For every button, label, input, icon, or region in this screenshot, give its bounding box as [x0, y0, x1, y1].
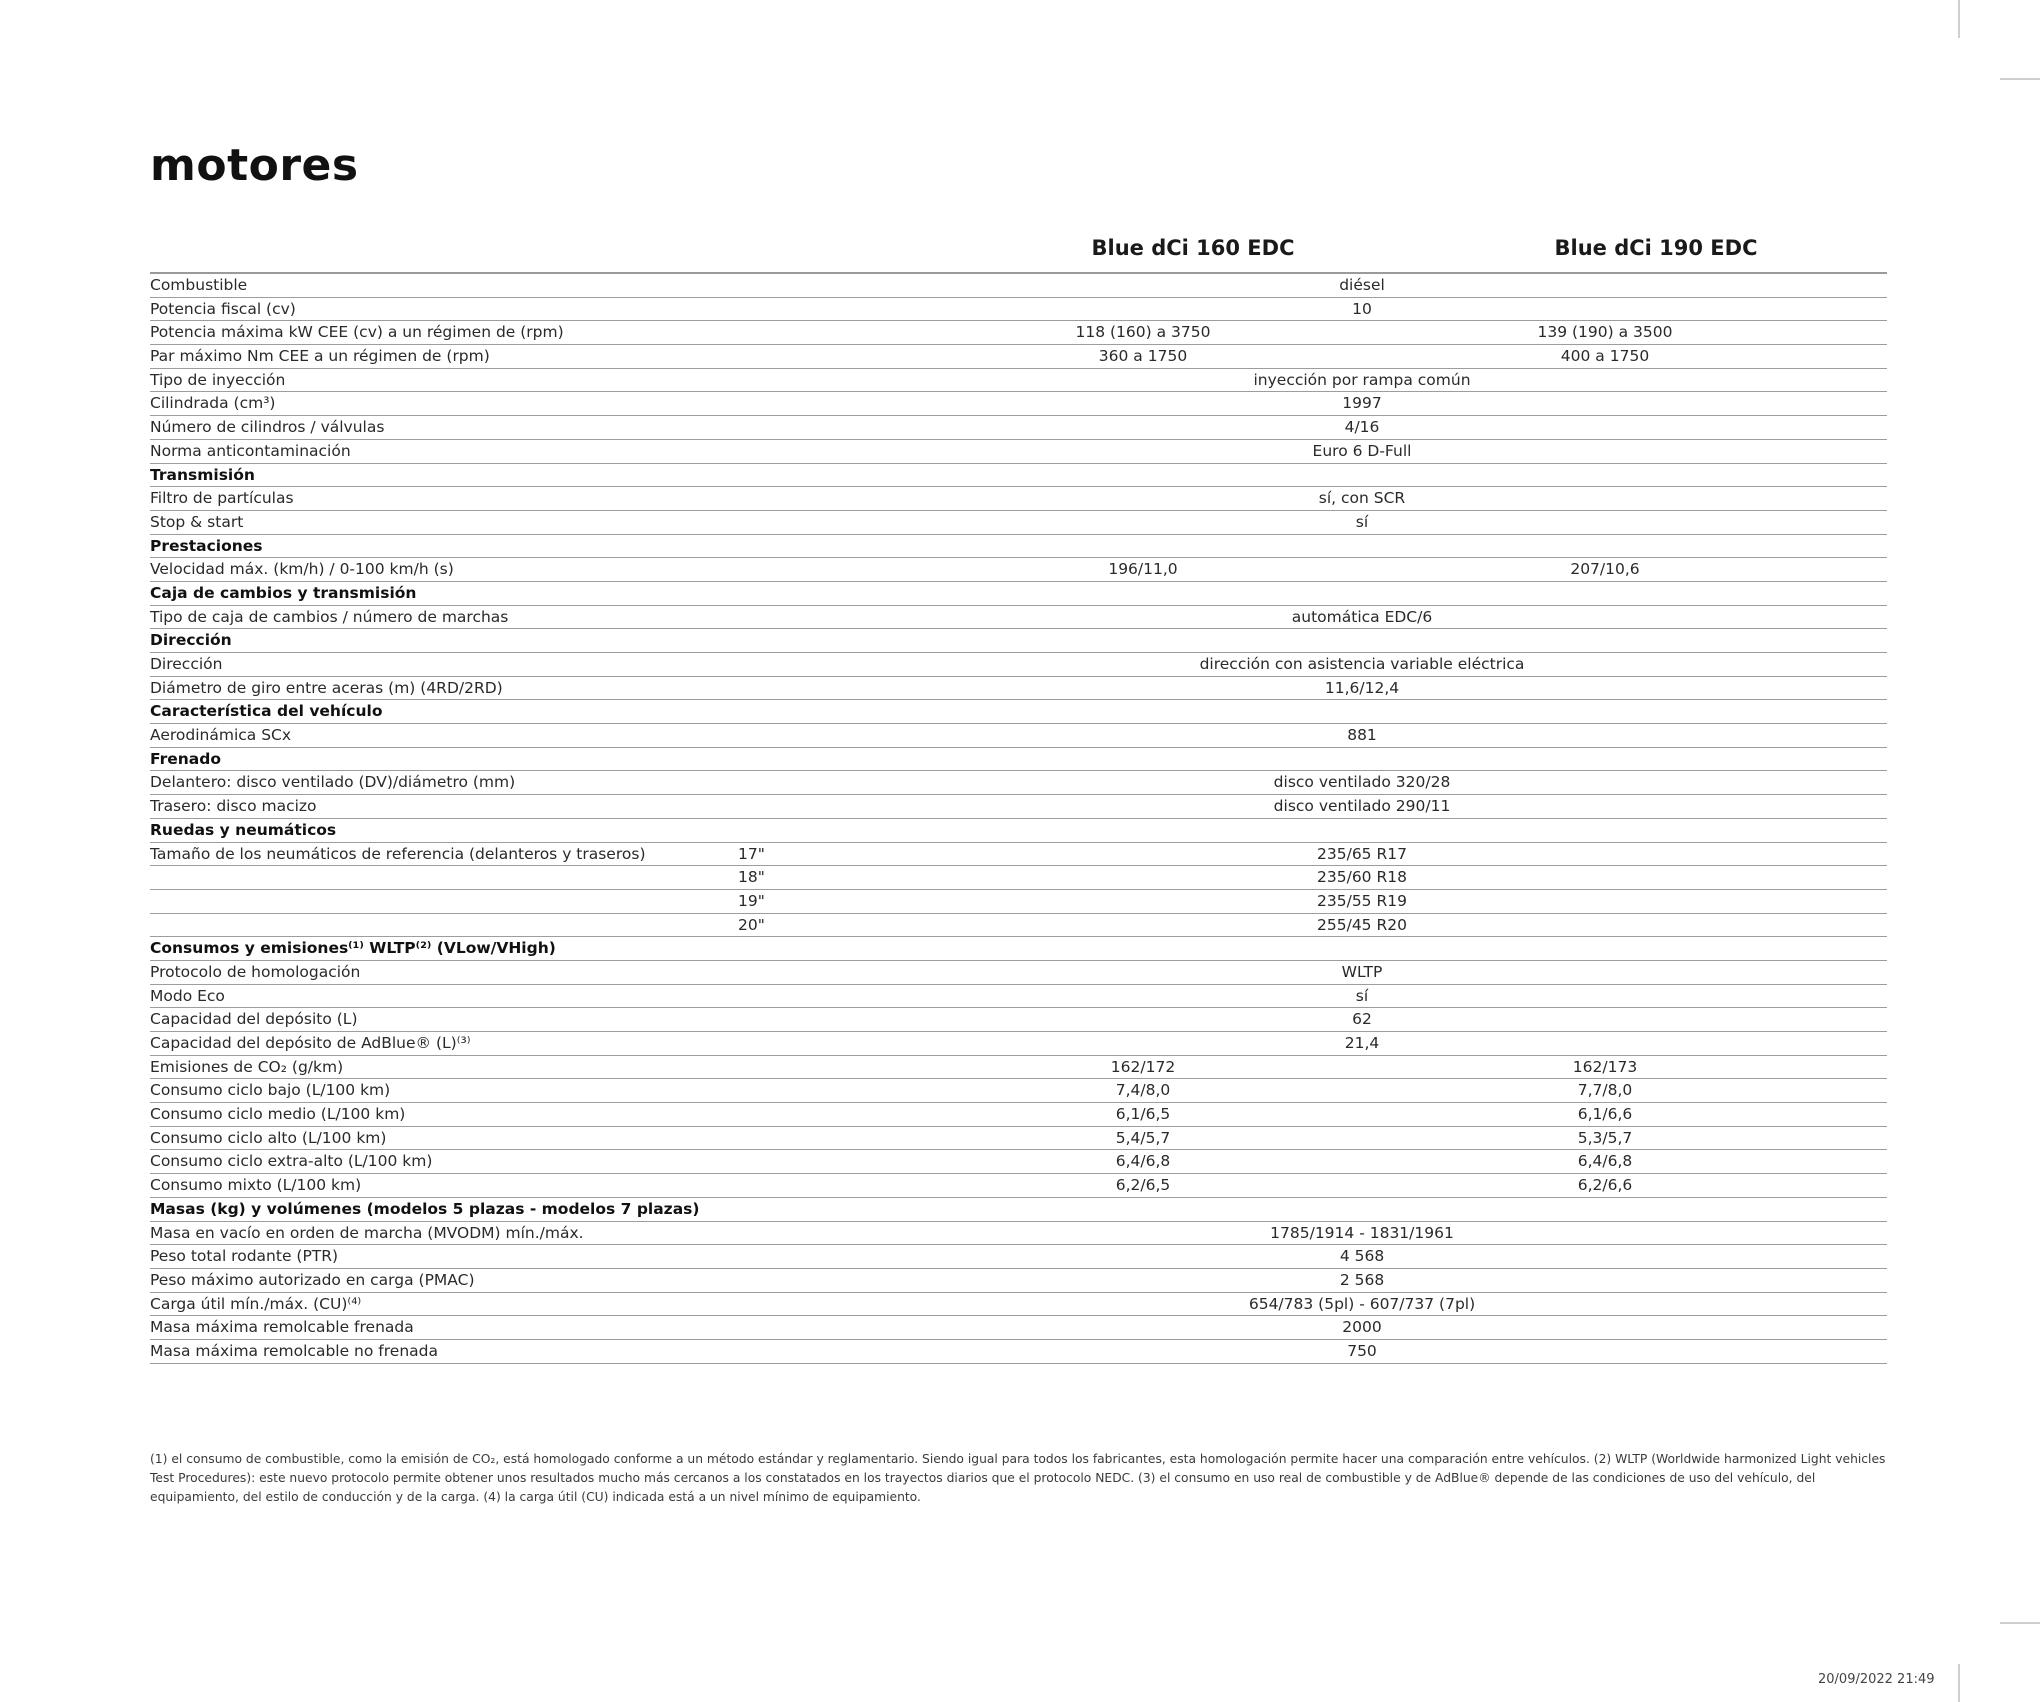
row-label: Stop & start [150, 512, 244, 531]
row-label: Dirección [150, 655, 223, 673]
row-value-shared: 4/16 [1344, 418, 1380, 437]
row-label: Consumo mixto (L/100 km) [150, 1176, 362, 1195]
row-label: Velocidad máx. (km/h) / 0-100 km/h (s) [150, 560, 454, 579]
row-value-shared: 11,6/12,4 [1324, 678, 1400, 697]
row-label: Delantero: disco ventilado (DV)/diámetro (mm) [150, 773, 516, 792]
row-label: Norma anticontaminación [150, 441, 351, 460]
table-row [150, 1316, 1887, 1340]
section-header-row [150, 464, 1887, 488]
row-value-190: 6,1/6,6 [1577, 1105, 1633, 1124]
row-label: Filtro de partículas [150, 489, 294, 508]
date-stamp: 20/09/2022 21:49 [1818, 1672, 1935, 1687]
table-row [150, 345, 1887, 369]
table-row [150, 1269, 1887, 1293]
table-row [150, 1150, 1887, 1174]
page-title: motores [150, 140, 359, 191]
row-value-190: 400 a 1750 [1560, 347, 1650, 366]
table-row [150, 677, 1887, 701]
section-title: Frenado [150, 749, 221, 768]
section-title: Prestaciones [150, 536, 263, 555]
row-value-shared: 654/783 (5pl) - 607/737 (7pl) [1248, 1294, 1476, 1313]
row-label: Masa máxima remolcable frenada [150, 1318, 414, 1337]
table-row [150, 369, 1887, 393]
row-sublabel: 19" [738, 891, 765, 910]
section-header-row [150, 582, 1887, 606]
row-value-190: 5,3/5,7 [1577, 1128, 1633, 1147]
row-value-shared: automática EDC/6 [1291, 607, 1433, 626]
row-label: Potencia máxima kW CEE (cv) a un régimen de (rpm) [150, 323, 564, 342]
row-label: Carga útil mín./máx. (CU)⁽⁴⁾ [150, 1294, 362, 1313]
table-row [150, 985, 1887, 1009]
row-value-shared: 62 [1352, 1010, 1372, 1029]
row-value-shared: 255/45 R20 [1317, 915, 1407, 934]
row-sublabel: 17" [738, 844, 765, 863]
row-label: Consumo ciclo alto (L/100 km) [150, 1128, 387, 1147]
row-label: Trasero: disco macizo [150, 797, 317, 816]
row-label: Cilindrada (cm³) [150, 394, 276, 413]
column-header-190: Blue dCi 190 EDC [1554, 236, 1758, 260]
section-header-row [150, 535, 1887, 559]
table-row [150, 1079, 1887, 1103]
row-label: Modo Eco [150, 986, 225, 1005]
row-value-160: 7,4/8,0 [1115, 1081, 1171, 1100]
row-value-160: 162/172 [1110, 1057, 1176, 1076]
section-header-row [150, 819, 1887, 843]
row-label: Número de cilindros / válvulas [150, 418, 385, 437]
row-value-shared: diésel [1339, 276, 1385, 294]
row-label: Masa máxima remolcable no frenada [150, 1341, 438, 1360]
row-value-shared: 1785/1914 - 1831/1961 [1270, 1223, 1454, 1242]
section-title: Consumos y emisiones⁽¹⁾ WLTP⁽²⁾ (VLow/VHigh) [150, 939, 556, 958]
row-sublabel: 20" [738, 915, 765, 934]
row-value-160: 360 a 1750 [1098, 347, 1188, 366]
table-row [150, 321, 1887, 345]
column-header-160: Blue dCi 160 EDC [1091, 236, 1295, 260]
row-value-190: 6,4/6,8 [1577, 1152, 1633, 1171]
row-label: Tipo de inyección [150, 370, 286, 389]
section-header-row [150, 700, 1887, 724]
footnotes: (1) el consumo de combustible, como la emisión de CO₂, está homologado conforme a un método estándar y reglamentario. Siendo igual para todos los fabricantes, esta homologación permite hacer una comparación entre vehículos. (2) WLTP (Worldwide harmonized Light vehicles Test Procedures): este nuevo protocolo permite obtener unos resultados mucho más cercanos a los constatados en los trayectos diarios que el protocolo NEDC. (3) el consumo en uso real de combustible y de AdBlue® depende de las condiciones de uso del vehículo, del equipamiento, del estilo de conducción y de la carga. (4) la carga útil (CU) indicada está a un nivel mínimo de equipamiento. [150, 1452, 1886, 1504]
table-row [150, 392, 1887, 416]
table-row [150, 771, 1887, 795]
row-value-shared: 881 [1347, 726, 1377, 745]
row-label: Emisiones de CO₂ (g/km) [150, 1057, 344, 1076]
table-row [150, 795, 1887, 819]
table-row [150, 606, 1887, 630]
table-row [150, 274, 1887, 298]
row-label: Potencia fiscal (cv) [150, 299, 296, 318]
row-value-160: 6,1/6,5 [1115, 1105, 1171, 1124]
section-header-row [150, 629, 1887, 653]
table-row [150, 1174, 1887, 1198]
table-row [150, 558, 1887, 582]
row-value-shared: disco ventilado 320/28 [1273, 773, 1451, 792]
table-row [150, 1032, 1887, 1056]
section-title: Ruedas y neumáticos [150, 820, 337, 839]
section-title: Característica del vehículo [150, 702, 383, 721]
row-value-190: 139 (190) a 3500 [1537, 323, 1673, 342]
section-header-row [150, 748, 1887, 772]
row-value-190: 162/173 [1572, 1057, 1638, 1076]
table-row [150, 843, 1887, 867]
table-row [150, 1222, 1887, 1246]
row-value-shared: 235/60 R18 [1317, 868, 1407, 887]
section-title: Caja de cambios y transmisión [150, 583, 417, 602]
row-value-shared: 2 568 [1339, 1270, 1385, 1289]
spec-table [150, 274, 1887, 1364]
row-value-shared: sí [1355, 986, 1369, 1005]
table-row [150, 724, 1887, 748]
table-row [150, 487, 1887, 511]
row-value-shared: 750 [1347, 1341, 1377, 1360]
row-value-shared: sí, con SCR [1318, 489, 1406, 508]
crop-mark-right-bottom [2000, 1622, 2040, 1624]
row-value-160: 5,4/5,7 [1115, 1128, 1171, 1147]
row-label: Capacidad del depósito de AdBlue® (L)⁽³⁾ [150, 1034, 471, 1052]
row-label: Capacidad del depósito (L) [150, 1010, 358, 1029]
row-label: Masa en vacío en orden de marcha (MVODM) mín./máx. [150, 1223, 584, 1242]
row-value-shared: 4 568 [1339, 1247, 1385, 1266]
row-label: Peso máximo autorizado en carga (PMAC) [150, 1270, 475, 1289]
row-label: Consumo ciclo medio (L/100 km) [150, 1105, 406, 1124]
section-title: Dirección [150, 631, 232, 650]
row-value-160: 6,2/6,5 [1115, 1176, 1171, 1195]
row-label: Aerodinámica SCx [150, 726, 292, 745]
row-value-shared: disco ventilado 290/11 [1273, 797, 1451, 816]
table-row [150, 890, 1887, 914]
table-row [150, 416, 1887, 440]
row-value-shared: sí [1355, 512, 1369, 531]
row-value-160: 196/11,0 [1108, 560, 1178, 579]
row-label: Consumo ciclo extra-alto (L/100 km) [150, 1152, 433, 1171]
table-row [150, 653, 1887, 677]
crop-mark-top [1958, 0, 1960, 38]
row-value-shared: 21,4 [1344, 1034, 1380, 1052]
row-label: Par máximo Nm CEE a un régimen de (rpm) [150, 347, 490, 366]
table-row [150, 1008, 1887, 1032]
table-row [150, 961, 1887, 985]
crop-mark-right-top [2000, 78, 2040, 80]
table-row [150, 914, 1887, 938]
row-label: Consumo ciclo bajo (L/100 km) [150, 1081, 391, 1100]
row-sublabel: 18" [738, 868, 765, 887]
row-label: Tamaño de los neumáticos de referencia (delanteros y traseros) [150, 844, 646, 863]
table-row [150, 1127, 1887, 1151]
section-header-row [150, 937, 1887, 961]
table-row [150, 866, 1887, 890]
table-row [150, 1293, 1887, 1317]
row-label: Combustible [150, 276, 248, 294]
table-row [150, 1103, 1887, 1127]
row-label: Protocolo de homologación [150, 962, 361, 981]
row-value-shared: Euro 6 D-Full [1312, 441, 1412, 460]
table-row [150, 511, 1887, 535]
section-title: Transmisión [150, 465, 255, 484]
row-value-190: 207/10,6 [1570, 560, 1640, 579]
table-row [150, 1056, 1887, 1080]
row-value-shared: 235/55 R19 [1317, 891, 1407, 910]
row-value-shared: 10 [1352, 299, 1372, 318]
table-row [150, 298, 1887, 322]
row-value-160: 6,4/6,8 [1115, 1152, 1171, 1171]
row-value-shared: inyección por rampa común [1253, 370, 1471, 389]
row-value-shared: dirección con asistencia variable eléctrica [1199, 655, 1525, 673]
section-title: Masas (kg) y volúmenes (modelos 5 plazas - modelos 7 plazas) [150, 1199, 700, 1218]
row-value-160: 118 (160) a 3750 [1075, 323, 1211, 342]
row-value-shared: 2000 [1342, 1318, 1382, 1337]
row-value-shared: WLTP [1341, 962, 1383, 981]
table-row [150, 1340, 1887, 1364]
table-row [150, 1245, 1887, 1269]
row-value-190: 7,7/8,0 [1577, 1081, 1633, 1100]
row-value-190: 6,2/6,6 [1577, 1176, 1633, 1195]
section-header-row [150, 1198, 1887, 1222]
row-label: Diámetro de giro entre aceras (m) (4RD/2RD) [150, 678, 503, 697]
row-value-shared: 1997 [1342, 394, 1382, 413]
row-label: Tipo de caja de cambios / número de marchas [150, 607, 509, 626]
row-label: Peso total rodante (PTR) [150, 1247, 339, 1266]
row-value-shared: 235/65 R17 [1317, 844, 1407, 863]
crop-mark-bottom [1958, 1664, 1960, 1702]
table-row [150, 440, 1887, 464]
